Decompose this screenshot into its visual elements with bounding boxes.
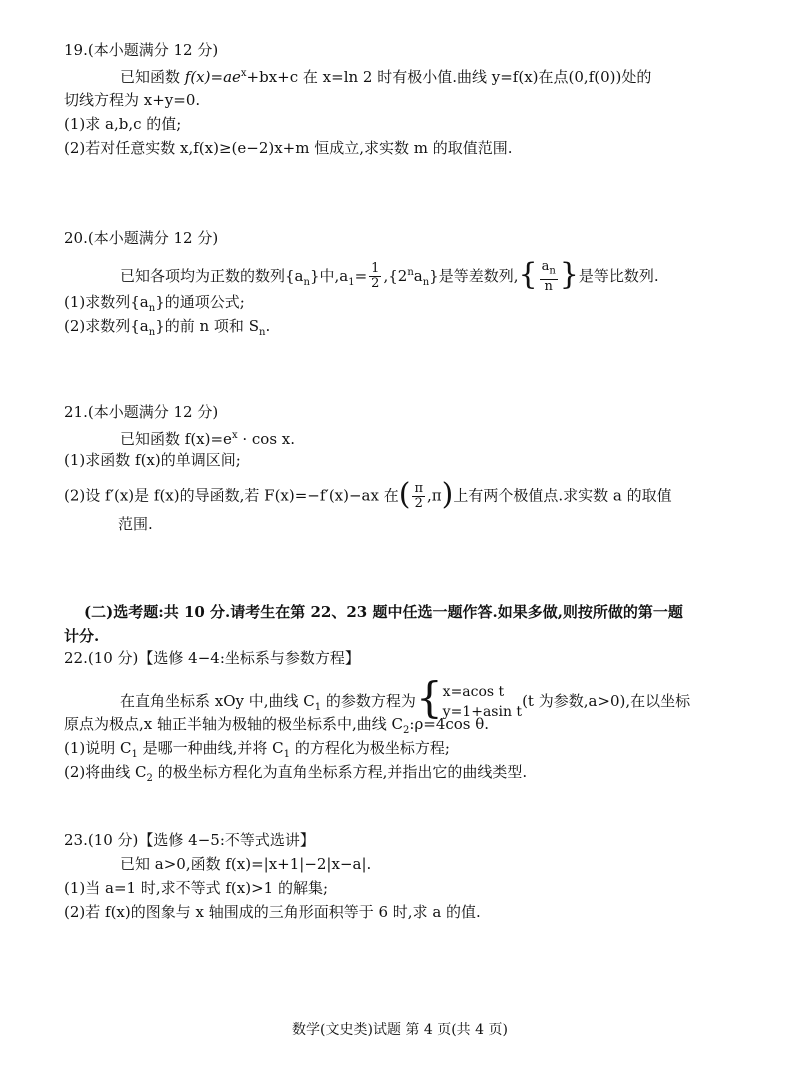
q22-part1-text: 的方程化为极坐标方程;: [290, 739, 450, 757]
q20-part1-text: }的通项公式;: [155, 293, 245, 311]
q21-part2: [64, 476, 672, 512]
q21-part2-text: 上有两个极值点.求实数 a 的取值: [453, 486, 672, 505]
q21-paren-left: (: [398, 476, 411, 512]
q20-stem-text: }是等差数列,: [429, 266, 519, 285]
q22-subscript: 2: [146, 773, 153, 784]
q20-equals: =: [354, 266, 368, 285]
q21-interval-end: ,π: [427, 486, 442, 505]
numerator-a: a: [541, 259, 550, 274]
q21-paren-right: ): [441, 476, 454, 512]
q21-stem: [120, 426, 295, 449]
q22-part1-text: 是哪一种曲线,并将 C: [137, 739, 284, 757]
q19-stem-text: 已知函数: [120, 68, 185, 86]
q21-stem-text: · cos x.: [237, 430, 296, 448]
q19-stem-line1: [120, 64, 651, 87]
q23-part1: (1)当 a=1 时,求不等式 f(x)>1 的解集;: [64, 879, 329, 897]
q20-subscript: n: [422, 276, 430, 288]
q22-subscript: 1: [131, 749, 138, 760]
q20-fraction-an-over-n: [540, 260, 558, 294]
fraction-denominator: 2: [371, 276, 380, 292]
q20-stem-text: 是等比数列.: [578, 266, 659, 285]
q22-stem-line2: [64, 714, 489, 741]
q22-part2-text: (2)将曲线 C: [64, 763, 147, 781]
q20-part1-text: (1)求数列{a: [64, 293, 149, 311]
q22-header: 22.(10 分)【选修 4−4:坐标系与参数方程】: [64, 649, 360, 667]
q21-stem-text: 已知函数 f(x)=e: [120, 430, 232, 448]
q22-part2-text: 的极坐标方程化为直角坐标系方程,并指出它的曲线类型.: [152, 763, 528, 781]
q20-superscript: n: [407, 266, 414, 278]
q22-part2: [64, 762, 527, 789]
q20-header: 20.(本小题满分 12 分): [64, 229, 219, 247]
q20-part2-text: (2)求数列{a: [64, 317, 149, 335]
q22-subscript: 2: [403, 725, 410, 736]
q22-system-brace: {: [415, 673, 443, 722]
q22-stem-text: 原点为极点,x 轴正半轴为极轴的极坐标系中,曲线 C: [64, 715, 404, 733]
q21-header: 21.(本小题满分 12 分): [64, 403, 219, 421]
q22-stem-text: (t 为参数,a>0),在以坐标: [522, 692, 691, 710]
fraction-numerator: 1: [371, 261, 380, 277]
fraction-numerator: π: [414, 481, 423, 496]
section2-line1: (二)选考题:共 10 分.请考生在第 22、23 题中任选一题作答.如果多做,则按所做的第一题: [84, 603, 683, 621]
q20-stem-text: }中,a: [309, 266, 349, 285]
q20-subscript: n: [148, 303, 156, 314]
q20-stem: [120, 256, 659, 294]
q20-part2-text: .: [265, 317, 271, 335]
q20-part1: [64, 292, 245, 319]
q21-superscript: x: [231, 430, 238, 441]
q19-stem-line2: 切线方程为 x+y=0.: [64, 91, 201, 109]
q19-part2: (2)若对任意实数 x,f(x)≥(e−2)x+m 恒成立,求实数 m 的取值范围.: [64, 139, 513, 157]
q20-brace-right: }: [559, 256, 579, 292]
q20-subscript: n: [148, 327, 156, 338]
q21-part2-line2: 范围.: [118, 515, 153, 533]
q22-stem-text: 的参数方程为: [321, 692, 416, 710]
q19-stem-text: +bx+c 在 x=ln 2 时有极小值.曲线 y=f(x)在点(0,f(0))处的: [246, 68, 652, 86]
q20-stem-text: ,{2: [383, 266, 408, 285]
fraction-denominator: n: [544, 278, 553, 294]
q19-stem-exponent: x: [240, 68, 247, 79]
fraction-denominator: 2: [414, 496, 423, 511]
q22-part1-text: (1)说明 C: [64, 739, 132, 757]
q19-stem-func: f(x)=ae: [184, 68, 241, 86]
q23-header: 23.(10 分)【选修 4−5:不等式选讲】: [64, 831, 315, 849]
q21-part2-text: (2)设 f′(x)是 f(x)的导函数,若 F(x)=−f′(x)−ax 在: [64, 486, 399, 505]
section2-line2: 计分.: [64, 627, 100, 645]
page-footer: 数学(文史类)试题 第 4 页(共 4 页): [292, 1022, 508, 1038]
q22-stem-text: 在直角坐标系 xOy 中,曲线 C: [120, 692, 315, 710]
q20-stem-text: 已知各项均为正数的数列{a: [120, 266, 304, 285]
q20-subscript: n: [258, 327, 266, 338]
q23-part2: (2)若 f(x)的图象与 x 轴围成的三角形面积等于 6 时,求 a 的值.: [64, 903, 481, 921]
q22-part1: [64, 738, 450, 765]
q20-subscript: n: [303, 276, 310, 288]
q20-stem-text: a: [413, 266, 423, 285]
q20-part2-text: }的前 n 项和 S: [155, 317, 259, 335]
q22-subscript: 1: [283, 749, 291, 760]
q20-brace-left: {: [518, 256, 538, 292]
numerator-subscript: n: [549, 265, 556, 277]
q22-system-line1: x=acos t: [442, 684, 505, 700]
q22-system-line2: y=1+asin t: [442, 704, 523, 720]
q21-part1: (1)求函数 f(x)的单调区间;: [64, 451, 241, 469]
q20-subscript: 1: [348, 276, 355, 288]
q20-fraction-half: [369, 262, 381, 291]
q22-stem-text: :ρ=4cos θ.: [409, 715, 490, 733]
q21-fraction-pi-over-2: [412, 482, 425, 511]
q19-header: 19.(本小题满分 12 分): [64, 41, 219, 59]
q20-part2: [64, 316, 270, 343]
q23-stem: 已知 a>0,函数 f(x)=|x+1|−2|x−a|.: [120, 855, 372, 873]
fraction-numerator: [540, 260, 558, 280]
q22-subscript: 1: [314, 702, 322, 713]
q19-part1: (1)求 a,b,c 的值;: [64, 115, 182, 133]
